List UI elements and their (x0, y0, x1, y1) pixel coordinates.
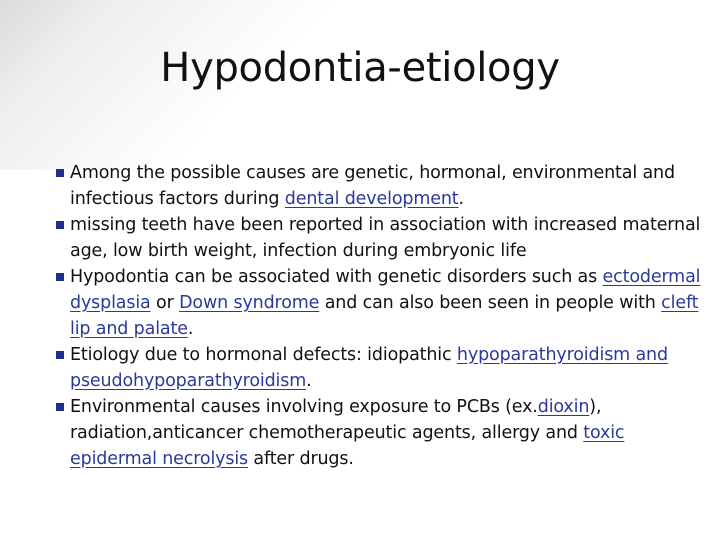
hyperlink[interactable]: cleft lip and palate (70, 293, 699, 339)
bullet-item (70, 342, 710, 394)
bullet-text: Among the possible causes are genetic, hormonal, environmental and infectious factors during (70, 163, 675, 209)
bullet-text: or (150, 293, 180, 313)
bullet-list (70, 160, 710, 472)
bullet-item (70, 394, 710, 472)
bullet-text: missing teeth have been reported in association with increased maternal age, low birth weight, infection during embryonic life (70, 215, 701, 261)
bullet-item (70, 160, 710, 212)
bullet-text: after drugs. (248, 449, 354, 469)
hyperlink[interactable]: ectodermal dysplasia (70, 267, 701, 313)
square-bullet-icon (56, 169, 64, 177)
bullet-text: . (458, 189, 464, 209)
bullet-text: Etiology due to hormonal defects: idiopathic (70, 345, 457, 365)
bullet-text: ), radiation,anticancer chemotherapeutic agents, allergy and (70, 397, 602, 443)
square-bullet-icon (56, 351, 64, 359)
bullet-text: . (187, 319, 194, 339)
square-bullet-icon (56, 273, 64, 281)
slide-title: Hypodontia-etiology (160, 45, 560, 91)
bullet-text: and can also been seen in people with (319, 293, 662, 313)
hyperlink[interactable]: toxic epidermal necrolysis (70, 423, 625, 469)
hyperlink[interactable]: dental development (284, 189, 459, 209)
bullet-item (70, 212, 710, 264)
hyperlink[interactable]: hypoparathyroidism and pseudohypoparathyroidism (70, 345, 668, 391)
square-bullet-icon (56, 221, 64, 229)
bullet-text: Environmental causes involving exposure to PCBs (ex. (70, 397, 538, 417)
square-bullet-icon (56, 403, 64, 411)
hyperlink[interactable]: dioxin (537, 397, 590, 417)
bullet-text: Hypodontia can be associated with genetic disorders such as (70, 267, 603, 287)
hyperlink[interactable]: Down syndrome (179, 293, 320, 313)
bullet-text: . (306, 371, 312, 391)
bullet-item (70, 264, 710, 342)
